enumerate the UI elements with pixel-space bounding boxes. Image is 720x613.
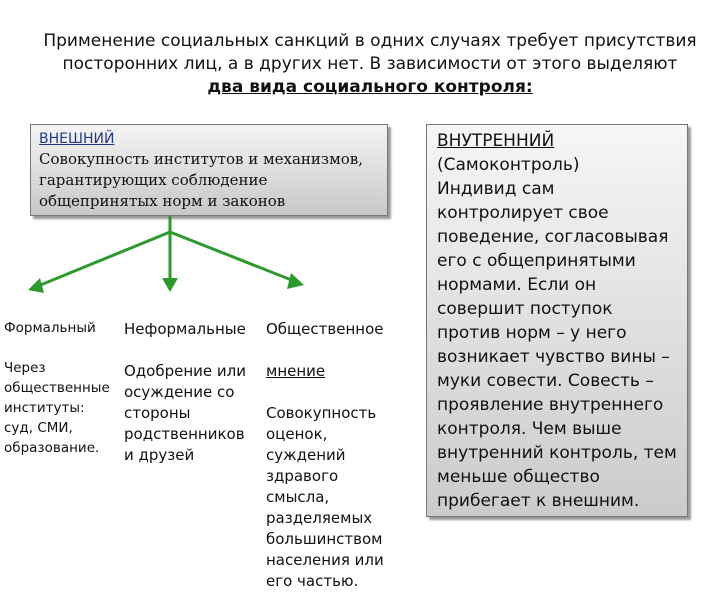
- internal-description: Индивид сам контролирует свое поведение, согласовывая его с общепринятыми нормами. Если он совершит поступок против норм – у него возникает чувство вины – муки совести. Совесть – проявление внутреннего контроля. Чем выше внутренний контроль, тем меньше общество прибегает к внешним.: [437, 179, 677, 511]
- intro-line-3: два вида социального контроля:: [207, 77, 533, 97]
- branch-public-opinion-text: Совокупность оценок, суждений здравого смысла, разделяемых большинством населения или его частью.: [266, 404, 384, 590]
- arrow-left-line: [38, 232, 170, 286]
- branch-public-opinion-heading: Общественное: [266, 320, 384, 338]
- branch-formal-text: Через общественные институты: суд, СМИ, образование.: [4, 360, 110, 456]
- external-description: Совокупность институтов и механизмов, гарантирующих соблюдение общепринятых норм и законов: [39, 150, 364, 210]
- intro-line-1: Применение социальных санкций в одних случаях требует присутствия: [43, 31, 697, 51]
- internal-heading: ВНУТРЕННИЙ: [437, 131, 555, 151]
- intro-line-2: посторонних лиц, а в других нет. В зависимости от этого выделяют: [62, 54, 678, 74]
- branch-informal-heading: Неформальные: [124, 320, 246, 338]
- branch-public-opinion-heading-2: мнение: [266, 362, 326, 380]
- branch-formal: [4, 298, 110, 478]
- internal-subheading: (Самоконтроль): [437, 155, 580, 175]
- arrow-center-head: [162, 278, 178, 292]
- branch-public-opinion: [266, 298, 384, 613]
- branch-informal: [124, 298, 246, 487]
- arrow-right-head: [287, 273, 304, 289]
- external-heading: ВНЕШНИЙ: [39, 131, 115, 147]
- branch-formal-heading: Формальный: [4, 320, 96, 336]
- branch-informal-text: Одобрение или осуждение со стороны родственников и друзей: [124, 362, 246, 464]
- arrow-right-line: [170, 232, 294, 281]
- arrow-left-head: [28, 278, 44, 293]
